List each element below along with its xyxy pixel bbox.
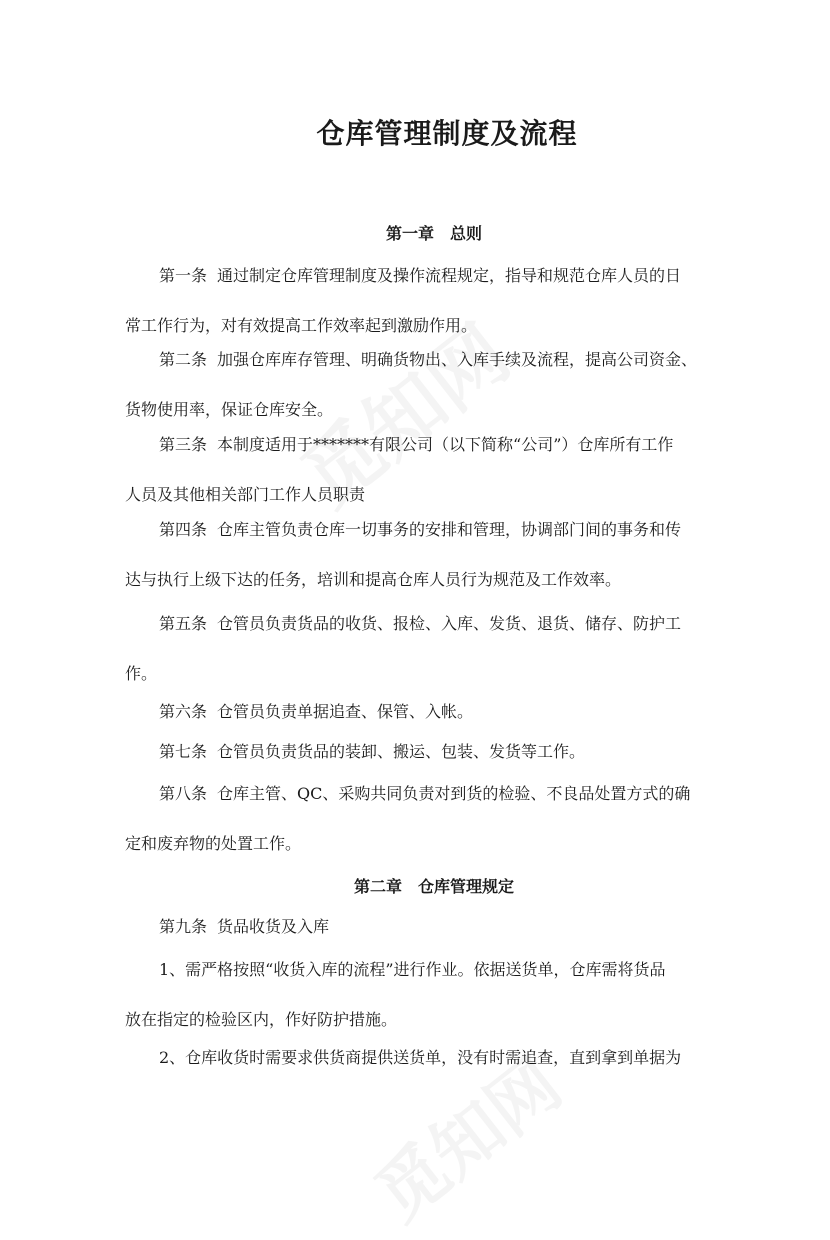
article-paragraph: 第八条 仓库主管、QC、采购共同负责对到货的检验、不良品处置方式的确 定和废弃物的处置工作。 — [125, 784, 691, 853]
article-label: 第六条 — [159, 702, 208, 721]
list-item: 2、仓库收货时需要求供货商提供送货单，没有时需追查，直到拿到单据为 — [159, 1048, 682, 1067]
article-paragraph: 第一条 通过制定仓库管理制度及操作流程规定，指导和规范仓库人员的日 常工作行为，对有效提高工作效率起到激励作用。 — [125, 266, 682, 335]
chapter-heading: 第二章 仓库管理规定 — [353, 877, 514, 896]
article-paragraph: 第五条 仓管员负责货品的收货、报检、入库、发货、退货、储存、防护工 作。 — [125, 614, 682, 683]
article-label: 第二条 — [159, 350, 208, 369]
article-paragraph: 第九条 货品收货及入库 — [159, 917, 330, 936]
article-paragraph: 第四条 仓库主管负责仓库一切事务的安排和管理，协调部门间的事务和传 达与执行上级下达的任务，培训和提高仓库人员行为规范及工作效率。 — [125, 520, 682, 589]
article-paragraph: 第二条 加强仓库库存管理、明确货物出、入库手续及流程，提高公司资金、 货物使用率，保证仓库安全。 — [125, 350, 698, 419]
article-label: 第九条 — [159, 917, 208, 936]
article-label: 第七条 — [159, 742, 208, 761]
article-label: 第一条 — [159, 266, 208, 285]
document-title: 仓库管理制度及流程 — [316, 117, 578, 150]
article-paragraph: 第六条 仓管员负责单据追查、保管、入帐。 — [159, 702, 474, 721]
article-label: 第八条 — [159, 784, 208, 803]
list-item: 1、需严格按照“收货入库的流程”进行作业。依据送货单，仓库需将货品 放在指定的检验区内，作好防护措施。 — [125, 960, 666, 1029]
article-label: 第三条 — [159, 435, 208, 454]
article-label: 第五条 — [159, 614, 208, 633]
chapter-heading: 第一章 总则 — [385, 224, 482, 243]
article-label: 第四条 — [159, 520, 208, 539]
article-paragraph: 第三条 本制度适用于*******有限公司（以下简称“公司”）仓库所有工作 人员及其他相关部门工作人员职责 — [125, 435, 674, 504]
article-paragraph: 第七条 仓管员负责货品的装卸、搬运、包装、发货等工作。 — [159, 742, 586, 761]
